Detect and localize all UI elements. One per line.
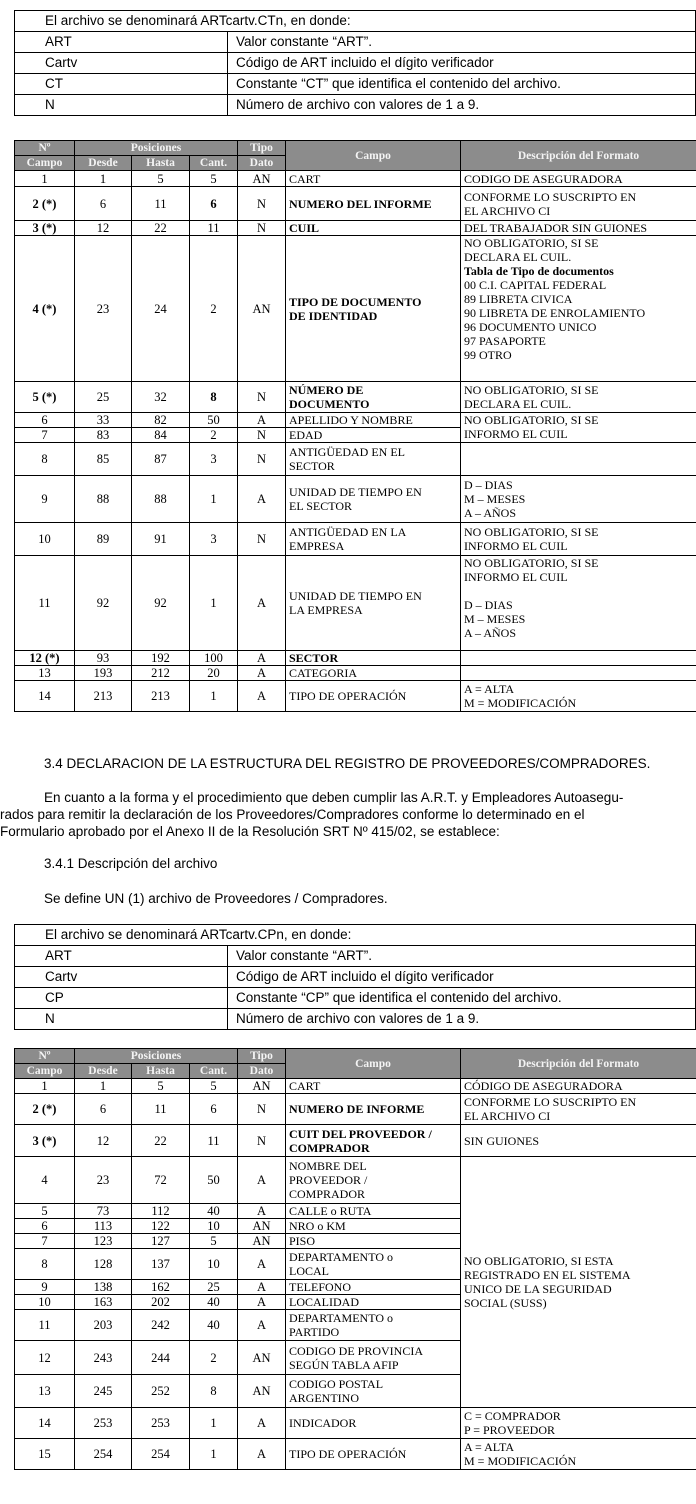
table-row: 10 89 91 3 N ANTIGÜEDAD EN LA EMPRESA NO OBLIGATORIO, SI SE INFORMO EL CUIL bbox=[15, 523, 696, 556]
table-row: 5 73 112 40 A CALLE o RUTA bbox=[15, 1204, 696, 1219]
table-row: 7 123 127 5 AN PISO bbox=[15, 1234, 696, 1249]
def-key: ART bbox=[15, 946, 228, 967]
table-row: 11 92 92 1 A UNIDAD DE TIEMPO EN LA EMPRESA NO OBLIGATORIO, SI SE INFORMO EL CUIL D – DIAS M – MESES A – AÑOS bbox=[15, 556, 696, 651]
header-dato: Dato bbox=[238, 1064, 286, 1079]
def-value: Valor constante “ART”. bbox=[228, 946, 696, 967]
table-row: 1 1 5 5 AN CART CÓDIGO DE ASEGURADORA bbox=[15, 1079, 696, 1094]
header-dato: Dato bbox=[238, 156, 286, 171]
table-row: 12 243 244 2 AN CODIGO DE PROVINCIA SEGÚN TABLA AFIP bbox=[15, 1341, 696, 1375]
header-posiciones: Posiciones bbox=[75, 141, 238, 156]
table-row: 3 (*) 12 22 11 N CUIT DEL PROVEEDOR / COMPRADOR SIN GUIONES bbox=[15, 1125, 696, 1157]
def-value: Valor constante “ART”. bbox=[228, 32, 696, 53]
header-nro: Nº bbox=[15, 1049, 75, 1064]
header-hasta: Hasta bbox=[132, 156, 190, 171]
def-value: Código de ART incluido el dígito verificador bbox=[228, 967, 696, 988]
table-row: 12 (*) 93 192 100 A SECTOR bbox=[15, 651, 696, 666]
def-key: CP bbox=[15, 988, 228, 1009]
header-tipo: Tipo bbox=[238, 141, 286, 156]
file-definition-table-cp bbox=[14, 924, 696, 1030]
header-desde: Desde bbox=[75, 1064, 132, 1079]
table-row: 10 163 202 40 A LOCALIDAD bbox=[15, 1295, 696, 1310]
table-row: 3 (*) 12 22 11 N CUIL DEL TRABAJADOR SIN GUIONES bbox=[15, 221, 696, 236]
header-posiciones: Posiciones bbox=[75, 1049, 238, 1064]
table-row: 15 254 254 1 A TIPO DE OPERACIÓN A = ALTA M = MODIFICACIÓN bbox=[15, 1439, 696, 1470]
def-value: Constante “CP” que identifica el contenido del archivo. bbox=[228, 988, 696, 1009]
define-text: Se define UN (1) archivo de Proveedores / Compradores. bbox=[44, 891, 388, 906]
table-row: 5 (*) 25 32 8 N NÚMERO DE DOCUMENTO NO OBLIGATORIO, SI SE DECLARA EL CUIL. bbox=[15, 382, 696, 413]
header-campo-sub: Campo bbox=[15, 156, 75, 171]
file-definition-header: El archivo se denominará ARTcartv.CTn, en donde: bbox=[15, 11, 696, 32]
table-row: 6 113 122 10 AN NRO o KM bbox=[15, 1219, 696, 1234]
def-value: Constante “CT” que identifica el contenido del archivo. bbox=[228, 74, 696, 95]
table-row: 1 1 5 5 AN CART CODIGO DE ASEGURADORA bbox=[15, 171, 696, 187]
def-value: Número de archivo con valores de 1 a 9. bbox=[228, 95, 696, 116]
table-row: 9 138 162 25 A TELEFONO bbox=[15, 1280, 696, 1295]
table-row: 13 245 252 8 AN CODIGO POSTAL ARGENTINO bbox=[15, 1375, 696, 1408]
header-hasta: Hasta bbox=[132, 1064, 190, 1079]
table-row: 8 128 137 10 A DEPARTAMENTO o LOCAL bbox=[15, 1249, 696, 1280]
section-paragraph: En cuanto a la forma y el procedimiento que deben cumplir las A.R.T. y Empleadores Autoasegu- rados para remitir la declaración de los Proveedores/Compradores conforme lo determinado en el Formulario aprobado por el Anexo II de la Resolución SRT Nº 415/02, se establece: bbox=[0, 790, 624, 839]
table-row: 14 253 253 1 A INDICADOR C = COMPRADOR P = PROVEEDOR bbox=[15, 1408, 696, 1439]
table-row: 2 (*) 6 11 6 N NUMERO DE INFORME CONFORME LO SUSCRIPTO EN EL ARCHIVO CI bbox=[15, 1094, 696, 1125]
file-definition-table-ct bbox=[14, 10, 696, 116]
header-cant: Cant. bbox=[190, 156, 238, 171]
header-campo: Campo bbox=[286, 1049, 461, 1079]
table-row: 7 83 84 2 N EDAD bbox=[15, 428, 696, 443]
field-table-cp bbox=[14, 1048, 696, 1470]
table-row: 13 193 212 20 A CATEGORIA bbox=[15, 666, 696, 681]
table-row: 4 23 72 50 A NOMBRE DEL PROVEEDOR / COMPRADOR NO OBLIGATORIO, SI ESTA REGISTRADO EN EL SISTEMA UNICO DE LA SEGURIDAD SOCIAL (SUSS) bbox=[15, 1157, 696, 1204]
table-row: 4 (*) 23 24 2 AN TIPO DE DOCUMENTO DE IDENTIDAD NO OBLIGATORIO, SI SE DECLARA EL CUIL. Tabla de Tipo de documentos 00 C.I. CAPITAL FEDERAL 89 LIBRETA CIVICA 90 LIBRETA DE ENROLAMIENTO 96 DOCUMENTO UNICO 97 PASAPORTE 99 OTRO bbox=[15, 236, 696, 382]
field-table-ct bbox=[14, 140, 696, 712]
def-key: Cartv bbox=[15, 967, 228, 988]
table-row: 14 213 213 1 A TIPO DE OPERACIÓN A = ALTA M = MODIFICACIÓN bbox=[15, 681, 696, 712]
def-key: Cartv bbox=[15, 53, 228, 74]
def-value: Número de archivo con valores de 1 a 9. bbox=[228, 1009, 696, 1030]
header-descripcion: Descripción del Formato bbox=[461, 1049, 696, 1079]
header-campo: Campo bbox=[286, 141, 461, 171]
def-key: ART bbox=[15, 32, 228, 53]
header-desde: Desde bbox=[75, 156, 132, 171]
table-row: 6 33 82 50 A APELLIDO Y NOMBRE NO OBLIGATORIO, SI SE INFORMO EL CUIL bbox=[15, 413, 696, 428]
def-key: N bbox=[15, 95, 228, 116]
def-value: Código de ART incluido el dígito verificador bbox=[228, 53, 696, 74]
section-heading: 3.4 DECLARACION DE LA ESTRUCTURA DEL REGISTRO DE PROVEEDORES/COMPRADORES. bbox=[44, 756, 651, 771]
header-campo-sub: Campo bbox=[15, 1064, 75, 1079]
table-row: 11 203 242 40 A DEPARTAMENTO o PARTIDO bbox=[15, 1310, 696, 1341]
table-row: 2 (*) 6 11 6 N NUMERO DEL INFORME CONFORME LO SUSCRIPTO EN EL ARCHIVO CI bbox=[15, 187, 696, 221]
header-descripcion: Descripción del Formato bbox=[461, 141, 696, 171]
def-key: N bbox=[15, 1009, 228, 1030]
file-definition-header: El archivo se denominará ARTcartv.CPn, en donde: bbox=[15, 925, 696, 946]
table-row: 8 85 87 3 N ANTIGÜEDAD EN EL SECTOR bbox=[15, 443, 696, 476]
table-row: 9 88 88 1 A UNIDAD DE TIEMPO EN EL SECTOR D – DIAS M – MESES A – AÑOS bbox=[15, 476, 696, 523]
subsection-heading: 3.4.1 Descripción del archivo bbox=[44, 856, 218, 871]
def-key: CT bbox=[15, 74, 228, 95]
merged-description: NO OBLIGATORIO, SI ESTA REGISTRADO EN EL SISTEMA UNICO DE LA SEGURIDAD SOCIAL (SUSS) bbox=[461, 1157, 696, 1408]
header-tipo: Tipo bbox=[238, 1049, 286, 1064]
header-nro: Nº bbox=[15, 141, 75, 156]
header-cant: Cant. bbox=[190, 1064, 238, 1079]
